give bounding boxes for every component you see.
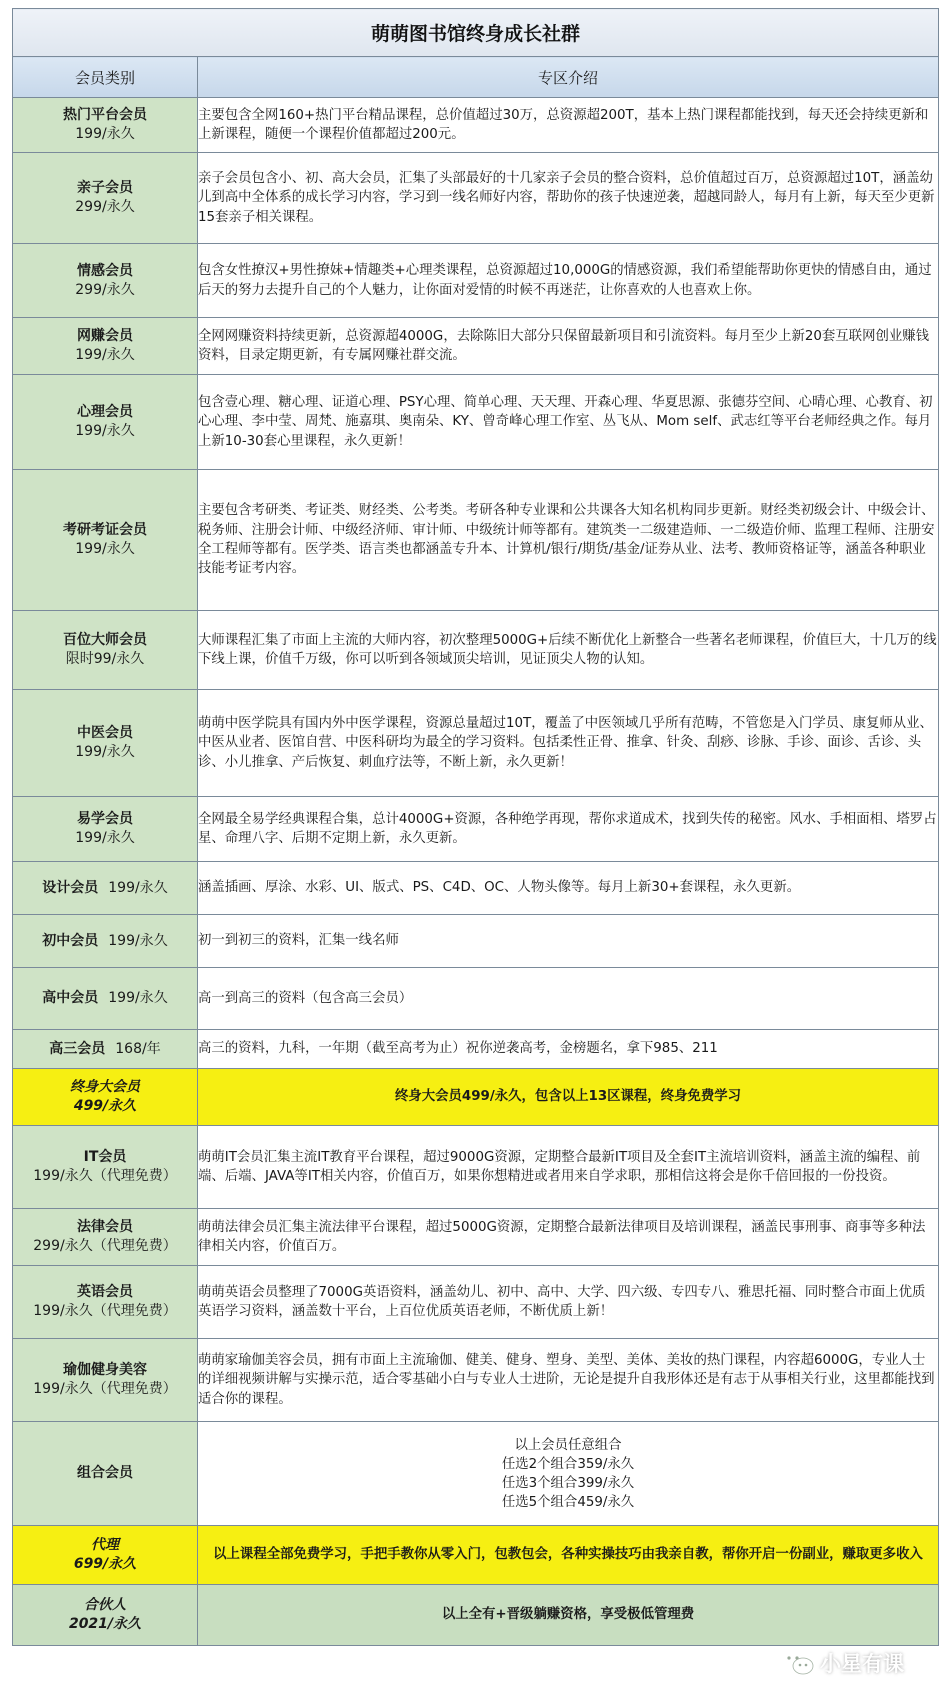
category-name: 亲子会员 [77, 180, 133, 196]
category-cell [13, 1339, 198, 1422]
category-price: 299/永久（代理免费） [33, 1238, 177, 1254]
membership-table [12, 8, 939, 1646]
category-price: 699/永久 [73, 1556, 137, 1572]
category-price: 299/永久 [75, 199, 135, 215]
category-price: 199/永久 [75, 541, 135, 557]
table-row [13, 862, 939, 915]
intro-cell: 包含女性撩汉+男性撩妹+情趣类+心理类课程，总资源超过10,000G的情感资源，我们希望能帮助你更快的情感自由，通过后天的努力去提升自己的个人魅力，让你面对爱情的时候不再迷茫，让你喜欢的人也喜欢上你。 [198, 244, 939, 318]
category-price: 168/年 [115, 1040, 161, 1057]
category-cell [13, 862, 198, 915]
intro-cell: 终身大会员499/永久，包含以上13区课程，终身免费学习 [198, 1069, 939, 1126]
category-price: 2021/永久 [68, 1616, 142, 1632]
category-name: 心理会员 [77, 404, 133, 420]
table-row [13, 1209, 939, 1266]
table-row [13, 1266, 939, 1339]
category-cell [13, 318, 198, 375]
category-price: 199/永久 [108, 879, 168, 896]
category-name: 网赚会员 [77, 328, 133, 344]
intro-cell: 包含壹心理、糖心理、证道心理、PSY心理、简单心理、天天理、开森心理、华夏思源、张德芬空间、心晴心理、心教育、初心心理、李中莹、周梵、施嘉琪、奥南朵、KY、曾奇峰心理工作室、丛飞从、Mom self、武志红等平台老师经典之作。每月上新10-30套心里课程，永久更新！ [198, 375, 939, 470]
intro-cell: 亲子会员包含小、初、高大会员，汇集了头部最好的十几家亲子会员的整合资料，总价值超过百万，总资源超过10T，涵盖幼儿到高中全体系的成长学习内容，学习到一线名师好内容，帮助你的孩子快速逆袭，超越同龄人，每月有上新，每天至少更新15套亲子相关课程。 [198, 153, 939, 244]
table-row [13, 153, 939, 244]
intro-cell: 主要包含全网160+热门平台精品课程，总价值超过30万，总资源超200T，基本上热门课程都能找到，每天还会持续更新和上新课程，随便一个课程价值都超过200元。 [198, 98, 939, 153]
intro-cell: 高三的资料，九科，一年期（截至高考为止）祝你逆袭高考，金榜题名，拿下985、211 [198, 1030, 939, 1069]
category-name: 热门平台会员 [63, 107, 147, 123]
table-row [13, 915, 939, 968]
table-row [13, 797, 939, 862]
intro-cell: 大师课程汇集了市面上主流的大师内容，初次整理5000G+后续不断优化上新整合一些著名老师课程，价值巨大，十几万的线下线上课，价值千万级，你可以听到各领域顶尖培训，见证顶尖人物的认知。 [198, 611, 939, 690]
category-cell [13, 153, 198, 244]
intro-cell: 萌萌法律会员汇集主流法律平台课程，超过5000G资源，定期整合最新法律项目及培训课程，涵盖民事刑事、商事等多种法律相关内容，价值百万。 [198, 1209, 939, 1266]
category-cell [13, 1126, 198, 1209]
combo-line: 任选5个组合459/永久 [501, 1494, 635, 1510]
category-name: 瑜伽健身美容 [63, 1362, 147, 1378]
category-price: 限时99/永久 [65, 651, 145, 667]
category-cell [13, 611, 198, 690]
category-cell [13, 1209, 198, 1266]
category-price: 199/永久 [75, 423, 135, 439]
table-row [13, 611, 939, 690]
intro-cell: 萌萌IT会员汇集主流IT教育平台课程，超过9000G资源，定期整合最新IT项目及全套IT主流培训资料，涵盖主流的编程、前端、后端、JAVA等IT相关内容，价值百万，如果你想精进或者用来自学求职，那相信这将会是你千倍回报的一份投资。 [198, 1126, 939, 1209]
category-price: 199/永久 [108, 990, 168, 1006]
category-cell [13, 690, 198, 797]
combo-line: 任选3个组合399/永久 [501, 1475, 635, 1491]
intro-cell: 主要包含考研类、考证类、财经类、公考类。考研各种专业课和公共课各大知名机构同步更新。财经类初级会计、中级会计、税务师、注册会计师、中级经济师、审计师、中级统计师等都有。建筑类一二级建造师、一二级造价师、监理工程师、注册安全工程师等都有。医学类、语言类也都涵盖专升本、计算机/银行/期货/基金/证券从业、法考、教师资格证等，涵盖各种职业技能考证考内容。 [198, 470, 939, 611]
intro-cell: 萌萌中医学院具有国内外中医学课程，资源总量超过10T，覆盖了中医领域几乎所有范畴，不管您是入门学员、康复师从业、中医从业者、医馆自营、中医科研均为最全的学习资料。包括柔性正骨、推拿、针灸、刮痧、诊脉、手诊、面诊、舌诊、头诊、小儿推拿、产后恢复、刺血疗法等，不断上新，永久更新！ [198, 690, 939, 797]
category-cell [13, 1266, 198, 1339]
category-price: 199/永久 [75, 126, 135, 142]
category-name: 合伙人 [84, 1597, 126, 1613]
category-cell [13, 244, 198, 318]
category-name: 中医会员 [77, 725, 133, 741]
combo-line: 任选2个组合359/永久 [501, 1456, 635, 1472]
category-name: 考研考证会员 [63, 522, 147, 538]
table-row [13, 98, 939, 153]
category-name: 组合会员 [77, 1465, 133, 1481]
intro-cell: 萌萌家瑜伽美容会员，拥有市面上主流瑜伽、健美、健身、塑身、美型、美体、美妆的热门课程，内容超6000G，专业人士的详细视频讲解与实操示范，适合零基础小白与专业人士进阶，无论是提升自我形体还是有志于从事相关行业，这里都能找到适合你的课程。 [198, 1339, 939, 1422]
category-price: 199/永久（代理免费） [33, 1381, 177, 1397]
category-name: 代理 [91, 1537, 119, 1553]
intro-cell [198, 1422, 939, 1526]
category-name: 情感会员 [77, 262, 133, 279]
category-cell [13, 1069, 198, 1126]
table-row [13, 968, 939, 1030]
category-name: 法律会员 [77, 1219, 133, 1235]
page-title: 萌萌图书馆终身成长社群 [13, 9, 939, 57]
category-name: 英语会员 [77, 1284, 133, 1300]
category-name: 高中会员 [42, 990, 99, 1006]
table-row [13, 1069, 939, 1126]
watermark [780, 1648, 904, 1678]
table-row [13, 470, 939, 611]
category-price: 199/永久（代理免费） [33, 1168, 177, 1184]
category-cell [13, 1422, 198, 1526]
intro-cell: 以上课程全部免费学习，手把手教你从零入门，包教包会，各种实操技巧由我亲自教，帮你开启一份副业，赚取更多收入 [198, 1526, 939, 1585]
category-cell [13, 915, 198, 968]
category-cell [13, 375, 198, 470]
header-intro: 专区介绍 [198, 57, 939, 98]
category-cell [13, 98, 198, 153]
category-name: 终身大会员 [70, 1079, 140, 1095]
category-name: 百位大师会员 [63, 632, 147, 648]
category-cell [13, 1526, 198, 1585]
combo-line: 以上会员任意组合 [514, 1437, 622, 1453]
category-price: 299/永久 [75, 281, 135, 298]
category-cell [13, 968, 198, 1030]
category-price: 499/永久 [73, 1098, 137, 1114]
table-row [13, 1585, 939, 1646]
intro-cell: 高一到高三的资料（包含高三会员） [198, 968, 939, 1030]
intro-cell: 涵盖插画、厚涂、水彩、UI、版式、PS、C4D、OC、人物头像等。每月上新30+套课程，永久更新。 [198, 862, 939, 915]
table-row [13, 244, 939, 318]
intro-cell: 全网网赚资料持续更新，总资源超4000G，去除陈旧大部分只保留最新项目和引流资料。每月至少上新20套互联网创业赚钱资料，目录定期更新，有专属网赚社群交流。 [198, 318, 939, 375]
wechat-icon [780, 1649, 814, 1677]
table-row [13, 375, 939, 470]
category-price: 199/永久（代理免费） [33, 1303, 177, 1319]
intro-cell: 全网最全易学经典课程合集，总计4000G+资源，各种绝学再现，帮你求道成术，找到失传的秘密。风水、手相面相、塔罗占星、命理八字、后期不定期上新，永久更新。 [198, 797, 939, 862]
category-price: 199/永久 [108, 932, 168, 949]
category-name: 易学会员 [77, 811, 133, 827]
category-cell [13, 797, 198, 862]
category-price: 199/永久 [75, 744, 135, 760]
category-cell [13, 470, 198, 611]
category-cell [13, 1030, 198, 1069]
category-name: 初中会员 [42, 932, 99, 949]
category-name: IT会员 [83, 1149, 127, 1165]
category-cell [13, 1585, 198, 1646]
category-price: 199/永久 [75, 830, 135, 846]
table-row [13, 1422, 939, 1526]
category-name: 高三会员 [49, 1040, 106, 1057]
header-category: 会员类别 [13, 57, 198, 98]
table-row [13, 1030, 939, 1069]
watermark-text: 小星有课 [820, 1652, 904, 1676]
table-row [13, 690, 939, 797]
table-row [13, 1339, 939, 1422]
table-row [13, 318, 939, 375]
category-price: 199/永久 [75, 347, 135, 363]
table-row [13, 1126, 939, 1209]
intro-cell: 以上全有+晋级躺赚资格，享受极低管理费 [198, 1585, 939, 1646]
category-name: 设计会员 [42, 879, 99, 896]
intro-cell: 初一到初三的资料，汇集一线名师 [198, 915, 939, 968]
intro-cell: 萌萌英语会员整理了7000G英语资料，涵盖幼儿、初中、高中、大学、四六级、专四专八、雅思托福、同时整合市面上优质英语学习资料，涵盖数十平台，上百位优质英语老师，不断优质上新！ [198, 1266, 939, 1339]
table-row [13, 1526, 939, 1585]
